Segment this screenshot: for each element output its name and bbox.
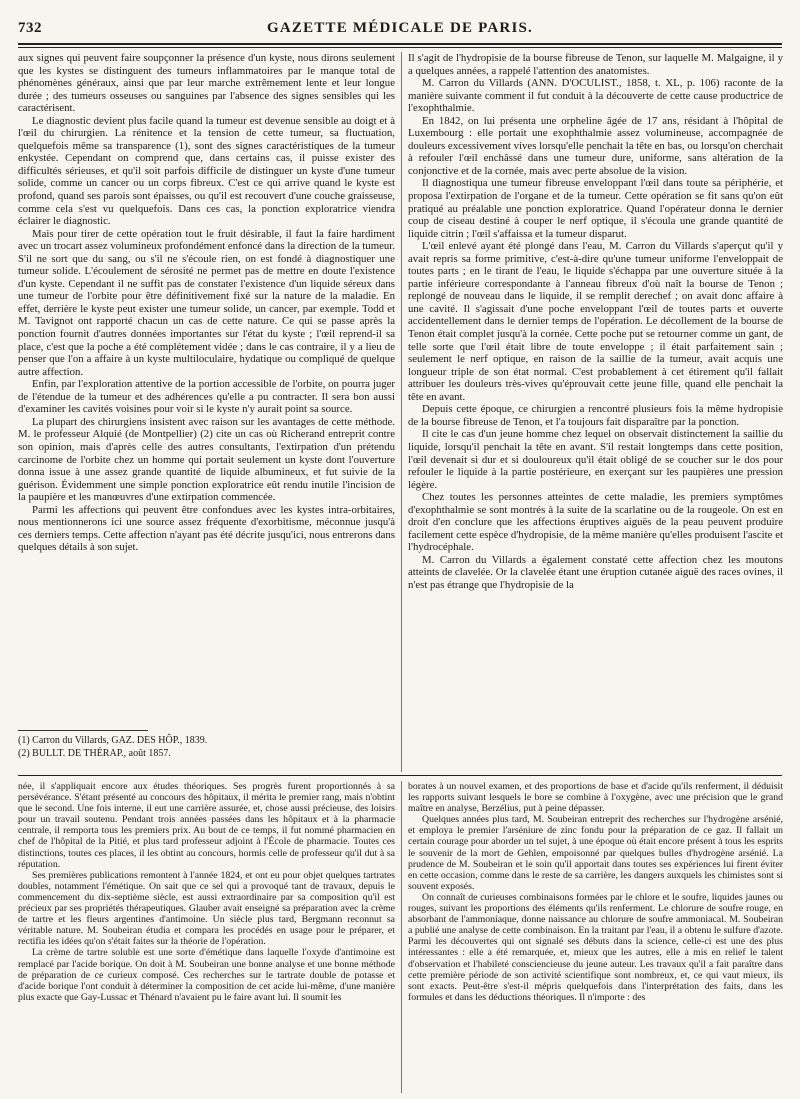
paragraph: Chez toutes les personnes atteintes de cette maladie, les premiers symptômes d'exophthalmie se sont montrés à la suite de la scarlatine ou de la rougeole. On est en droit d'en conclure que les affections éruptives aiguës de la peau peuvent produire facilement cette espèce d'hydropisie, de la même manière qu'elles produisent l'ascite et l'hydrocéphale. bbox=[408, 491, 783, 554]
footnotes bbox=[18, 735, 395, 760]
paragraph: Parmi les affections qui peuvent être confondues avec les kystes intra-orbitaires, nous mentionnerons ici une source assez fréquente d'exorbitisme, méconnue jusqu'à ces derniers temps. Cette affection n'ayant pas été décrite jusqu'ici, nous entrerons dans quelques détails à son sujet. bbox=[18, 503, 395, 554]
paragraph: Depuis cette époque, ce chirurgien a rencontré plusieurs fois la même hydropisie de la bourse fibreuse de Tenon, et l'a toujours fait disparaître par la ponction. bbox=[408, 403, 783, 428]
paragraph: En 1842, on lui présenta une orpheline âgée de 17 ans, résidant à l'hôpital de Luxembourg : elle portait une exophthalmie assez volumineuse, accompagnée de douleurs excessivement vives lorsqu'elle penchait la tête en bas, ou lorsqu'on cherchait à refouler l'œil enchâssé dans une tumeur dure, uniforme, sans altération de la conjonctive et de la cornée, mais avec perte absolue de la vision. bbox=[408, 114, 783, 177]
paragraph: Ses premières publications remontent à l'année 1824, et ont eu pour objet quelques tartrates doubles, notamment l'émétique. On sait que ce sel qui a provoqué tant de travaux, depuis le commencement du dix-septième siècle, est aussi extraordinaire par sa composition qu'il est précieux par ses propriétés thérapeutiques. Glauber avait enseigné sa préparation avec la crème de tartre et les fleurs argentines d'antimoine. Un siècle plus tard, Bergmann reconnut sa véritable nature. M. Soubeiran étudia et compara les procédés en usage pour le préparer, et rectifia les idées qu'on s'était faites sur la théorie de l'opération. bbox=[18, 869, 395, 948]
paragraph: Il s'agit de l'hydropisie de la bourse fibreuse de Tenon, sur laquelle M. Malgaigne, il y a quelques années, a rappelé l'attention des anatomistes. bbox=[408, 52, 783, 77]
paragraph: On connaît de curieuses combinaisons formées par le chlore et le soufre, liquides jaunes ou rouges, suivant les proportions des éléments qu'ils renferment. Le chlorure de soufre rouge, en absorbant de l'ammoniaque, donne naissance au chlorure de soufre ammoniacal. M. Soubeiran a publié une analyse de cette combinaison. En la traitant par l'eau, il a obtenu le sulfure d'azote. Parmi les découvertes qui ont signalé ses débuts dans la science, celle-ci est une des plus intéressantes : elle a été remarquée, et, mieux que les autres, elle a mis en relief le talent d'observation et l'habileté consciencieuse du jeune auteur. Les travaux qu'il a fait paraître dans cette première période de son activité scientifique sont nombreux, et, ce qui vaut mieux, ils sont exacts. Peut-être s'est-il mépris quelquefois dans l'interprétation des faits, dans les formules et dans les déductions théoriques. Il n'importe : des bbox=[408, 891, 783, 1003]
paragraph: née, il s'appliquait encore aux études théoriques. Ses progrès furent proportionnés à sa persévérance. S'étant présenté au concours des hôpitaux, il mérita le premier rang, mais n'obtint que le second. Une fois interne, il eut une carrière assurée, et, chose aussi précieuse, des loisirs pour un travail soutenu. Pendant trois années passées dans les hôpitaux et à la pharmacie centrale, il remporta tous les premiers prix. Au bout de ce temps, il fut nommé pharmacien en chef de l'hôpital de la Pitié, et plus tard professeur adjoint à l'École de pharmacie. Toutes ces distinctions, toutes ces places, il les obtint au concours, hormis celle de professeur qu'il dut à sa réputation. bbox=[18, 781, 395, 870]
header-rule bbox=[18, 43, 782, 45]
page-header bbox=[18, 20, 782, 42]
paragraph: Le diagnostic devient plus facile quand la tumeur est devenue sensible au doigt et à l'œil du chirurgien. La rénitence et la tension de cette tumeur, sa fluctuation, quelquefois même sa transparence (1), sont des signes caractéristiques de la tumeur enkystée. Cependant on comprend que, dans certains cas, il puisse exister des difficultés sérieuses, et qu'il soit parfois difficile de distinguer un kyste d'une tumeur solide, comme un cancer ou un corps fibreux. C'est ce qui arrive quand le kyste est profond, quand ses parois sont épaisses, ou qu'il est recouvert d'une couche graisseuse, comme cela s'est vu quelquefois. Dans ces cas, la ponction exploratrice viendra éclairer le diagnostic. bbox=[18, 114, 395, 228]
page-number: 732 bbox=[18, 20, 42, 36]
footnote-rule bbox=[18, 730, 148, 731]
paragraph: L'œil enlevé ayant été plongé dans l'eau, M. Carron du Villards s'aperçut qu'il y avait repris sa forme primitive, c'est-à-dire qu'une tumeur uniforme l'enveloppait de toutes parts ; en le tirant de l'eau, le liquide s'échappa par une ouverture située à la partie inférieure correspondante à l'anneau fibreux d'où naît la bourse de Tenon ; replongé de nouveau dans le liquide, il se remplit derechef ; on avait donc affaire à une cavité. Il s'agissait d'une poche enveloppant l'œil de toutes parts et ouverte accidentellement dans le dernier temps de l'opération. Le décollement de la bourse de Tenon était complet jusqu'à la cornée. Cette poche put se retourner comme un gant, de telle sorte que l'œil était libre de toute enveloppe ; il était parfaitement sain ; seulement le nerf optique, en raison de la saillie de la tumeur, avait acquis une longueur triple de son état normal. C'est probablement à cet étirement qu'il fallait attribuer les douleurs très-vives qu'éprouvait cette jeune fille, quand elle penchait la tête en avant. bbox=[408, 240, 783, 403]
paragraph: Il cite le cas d'un jeune homme chez lequel on observait distinctement la saillie du liquide, lorsqu'il penchait la tête en avant. S'il restait longtemps dans cette position, l'œil devenait si dur et si douloureux qu'il était obligé de se coucher sur le dos pour refouler le liquide à la partie postérieure, en exerçant sur les paupières une pression légère. bbox=[408, 428, 783, 491]
lower-right-column bbox=[408, 781, 783, 1093]
paragraph: M. Carron du Villards a également constaté cette affection chez les moutons atteints de clavelée. Or la clavelée étant une éruption cutanée aiguë des races ovines, il n'est pas étrange que l'hydropisie de la bbox=[408, 553, 783, 591]
lower-left-column bbox=[18, 781, 395, 1093]
column-divider bbox=[401, 52, 402, 772]
upper-left-column bbox=[18, 52, 395, 730]
paragraph: La crème de tartre soluble est une sorte d'émétique dans laquelle l'oxyde d'antimoine est remplacé par l'acide borique. On doit à M. Soubeiran une bonne analyse et une bonne méthode de préparation de ce curieux composé. Ces recherches sur le tartrate double de potasse et d'acide borique l'ont conduit à déterminer la composition de cet acide lui-même, d'une manière plus exacte que Gay-Lussac et Thénard n'avaient pu le faire avant lui. Il soumit les bbox=[18, 947, 395, 1003]
paragraph: aux signes qui peuvent faire soupçonner la présence d'un kyste, nous dirons seulement que les kystes se distinguent des tumeurs inflammatoires par le manque total de phénomènes généraux, ainsi que par leur marche extrêmement lente et leur longue durée ; des tumeurs osseuses ou sanguines par l'absence des signes sensibles qui les caractérisent. bbox=[18, 52, 395, 115]
running-title: GAZETTE MÉDICALE DE PARIS. bbox=[267, 20, 533, 36]
footnote: (1) Carron du Villards, GAZ. DES HÔP., 1839. bbox=[18, 735, 208, 746]
upper-right-column bbox=[408, 52, 783, 772]
lower-column-divider bbox=[401, 781, 402, 1093]
paragraph: Il diagnostiqua une tumeur fibreuse enveloppant l'œil dans toute sa périphérie, et proposa l'extirpation de l'organe et de la tumeur. Cette opération se fit sans qu'on eût pratiqué au préalable une ponction exploratrice. Quand l'opérateur donna le dernier coup de ciseau destiné à couper le nerf optique, il s'écoula une grande quantité de liquide citrin ; l'œil s'affaissa et la tumeur disparut. bbox=[408, 177, 783, 240]
paragraph: M. Carron du Villards (ANN. D'OCULIST., 1858, t. XL, p. 106) raconte de la manière suivante comment il fut conduit à la découverte de cette cause productrice de l'exophthalmie. bbox=[408, 77, 783, 115]
footnote: (2) BULLT. DE THÉRAP., août 1857. bbox=[18, 747, 171, 759]
paragraph: Mais pour tirer de cette opération tout le fruit désirable, il faut la faire hardiment avec un trocart assez volumineux profondément enfoncé dans la direction de la tumeur. S'il ne sort que du sang, ou s'il ne s'écoule rien, on est fondé à diagnostiquer une tumeur solide. L'écoulement de sérosité ne permet pas de mettre en doute l'existence d'un kyste. Cependant il ne suffit pas de constater l'existence d'un liquide séreux dans une tumeur de l'orbite pour être définitivement fixé sur la nature de la maladie. En effet, derrière le kyste peut exister une tumeur solide, un cancer, par exemple. Todd et M. Tavignot ont rapporté chacun un cas de cette nature. Ce qui se passe après la ponction fournit d'autres données importantes sur l'état du kyste ; l'œil reprend-il sa place, c'est que la poche a été complétement vidée ; dans le cas contraire, il y a lieu de penser que l'on a affaire à un kyste multiloculaire, hydatique ou compliqué de quelque autre affection. bbox=[18, 227, 395, 378]
paragraph: La plupart des chirurgiens insistent avec raison sur les avantages de cette méthode. M. le professeur Alquié (de Montpellier) (2) cite un cas où Richerand entreprit contre son opinion, mais d'après celle des autres consultants, l'extirpation d'un prétendu carcinome de l'orbite chez un homme qui portait seulement un kyste dont l'ouverture donna issue à une assez grande quantité de liquide albumineux, et fut suivie de la guérison. Évidemment une simple ponction exploratrice eût rendu inutile l'incision de la paupière et les manœuvres d'une extirpation commencée. bbox=[18, 415, 395, 504]
paragraph: Quelques années plus tard, M. Soubeiran entreprit des recherches sur l'hydrogène arsénié, et employa le premier l'arséniure de zinc fondu pour la préparation de ce gaz. Il fallait un certain courage pour aborder un tel sujet, à une époque où était encore présent à tous les esprits le souvenir de la mort de Gehlen, empoisonné par quelques bulles d'hydrogène arsénié. La prudence de M. Soubeiran et le soin qu'il apportait dans toutes ses expériences lui firent éviter en cette occasion, comme dans le reste de sa carrière, les dangers auxquels les chimistes sont si souvent exposés. bbox=[408, 814, 783, 892]
paragraph: Enfin, par l'exploration attentive de la portion accessible de l'orbite, on pourra juger de l'étendue de la tumeur et des adhérences qu'elle a pu contracter. Il sera bon aussi d'examiner les cavités voisines pour voir si le kyste n'y aurait point sa source. bbox=[18, 378, 395, 416]
paragraph: borates à un nouvel examen, et des proportions de base et d'acide qu'ils renferment, il déduisit les rapports suivant lesquels le bore se combine à l'oxygène, avec une précision que le grand maître en analyse, Berzélius, put à peine dépasser. bbox=[408, 781, 783, 815]
header-rule-thin bbox=[18, 47, 782, 48]
section-rule bbox=[18, 775, 782, 776]
